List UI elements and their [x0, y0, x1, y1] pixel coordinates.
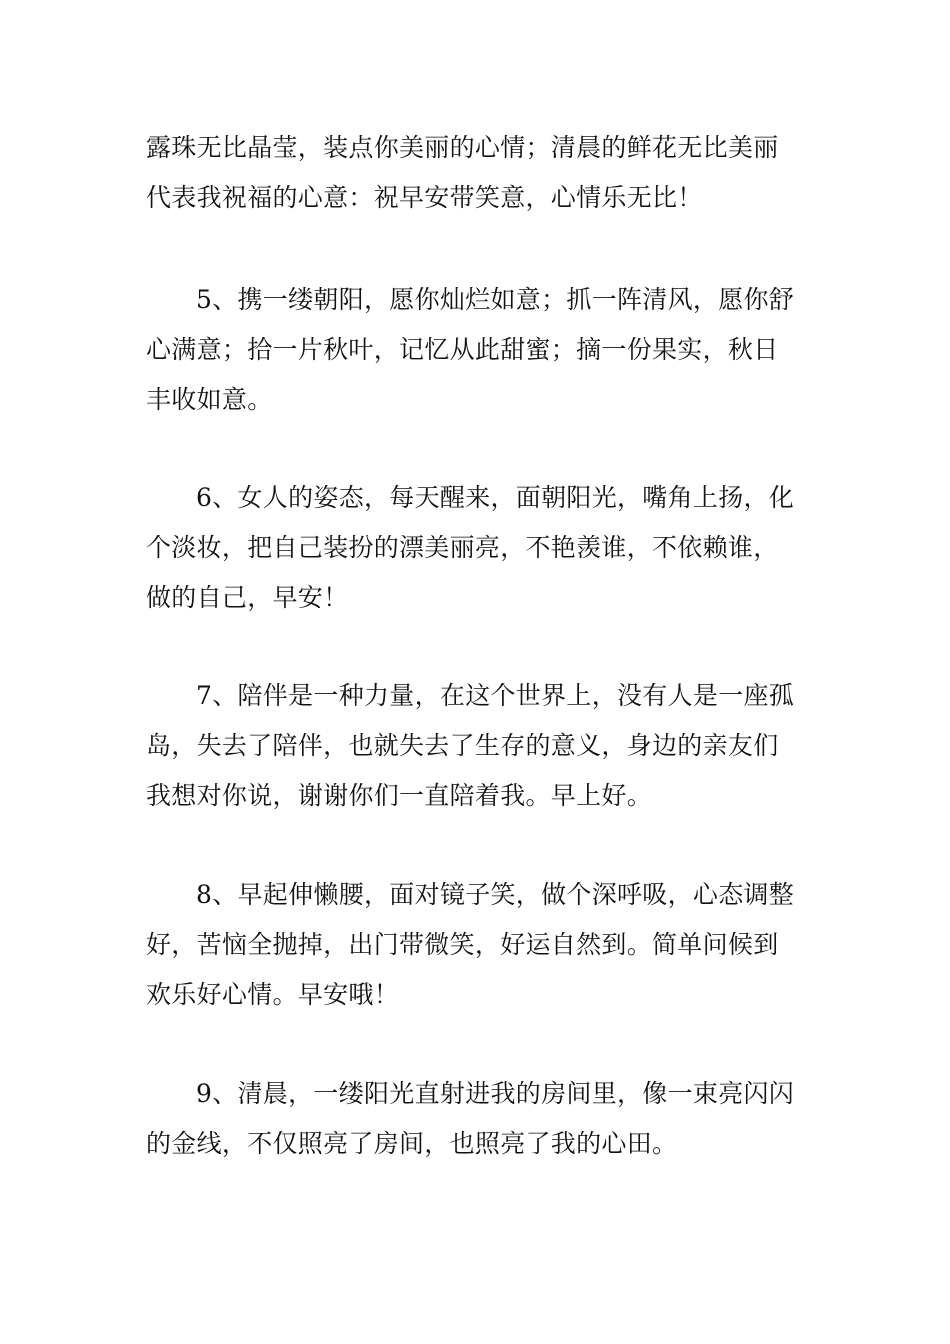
paragraph-item-7: [146, 671, 806, 821]
text-line: 露珠无比晶莹，装点你美丽的心情；清晨的鲜花无比美丽: [146, 133, 779, 162]
text-line: 我想对你说，谢谢你们一直陪着我。早上好。: [146, 781, 653, 810]
text-line: 岛，失去了陪伴，也就失去了生存的意义，身边的亲友们: [146, 731, 779, 760]
text-line: 欢乐好心情。早安哦！: [146, 980, 400, 1009]
paragraph-item-9: [146, 1069, 806, 1169]
paragraph-item-5: [146, 275, 806, 425]
text-line: 9、清晨，一缕阳光直射进我的房间里，像一束亮闪闪: [196, 1079, 795, 1108]
text-line: 丰收如意。: [146, 385, 273, 414]
text-line: 8、早起伸懒腰，面对镜子笑，做个深呼吸，心态调整: [196, 880, 795, 909]
text-line: 6、女人的姿态，每天醒来，面朝阳光，嘴角上扬，化: [196, 483, 795, 512]
paragraph-item-6: [146, 473, 806, 623]
text-line: 代表我祝福的心意：祝早安带笑意，心情乐无比！: [146, 183, 703, 212]
text-line: 的金线，不仅照亮了房间，也照亮了我的心田。: [146, 1129, 678, 1158]
text-line: 5、携一缕朝阳，愿你灿烂如意；抓一阵清风，愿你舒: [196, 285, 795, 314]
paragraph-continuation: [146, 123, 806, 223]
text-line: 好，苦恼全抛掉，出门带微笑，好运自然到。简单问候到: [146, 930, 779, 959]
text-line: 7、陪伴是一种力量，在这个世界上，没有人是一座孤: [196, 681, 795, 710]
paragraph-item-8: [146, 870, 806, 1020]
text-line: 个淡妆，把自己装扮的漂美丽亮，不艳羡谁，不依赖谁，: [146, 533, 779, 562]
text-line: 心满意；拾一片秋叶，记忆从此甜蜜；摘一份果实，秋日: [146, 335, 779, 364]
text-line: 做的自己，早安！: [146, 583, 349, 612]
